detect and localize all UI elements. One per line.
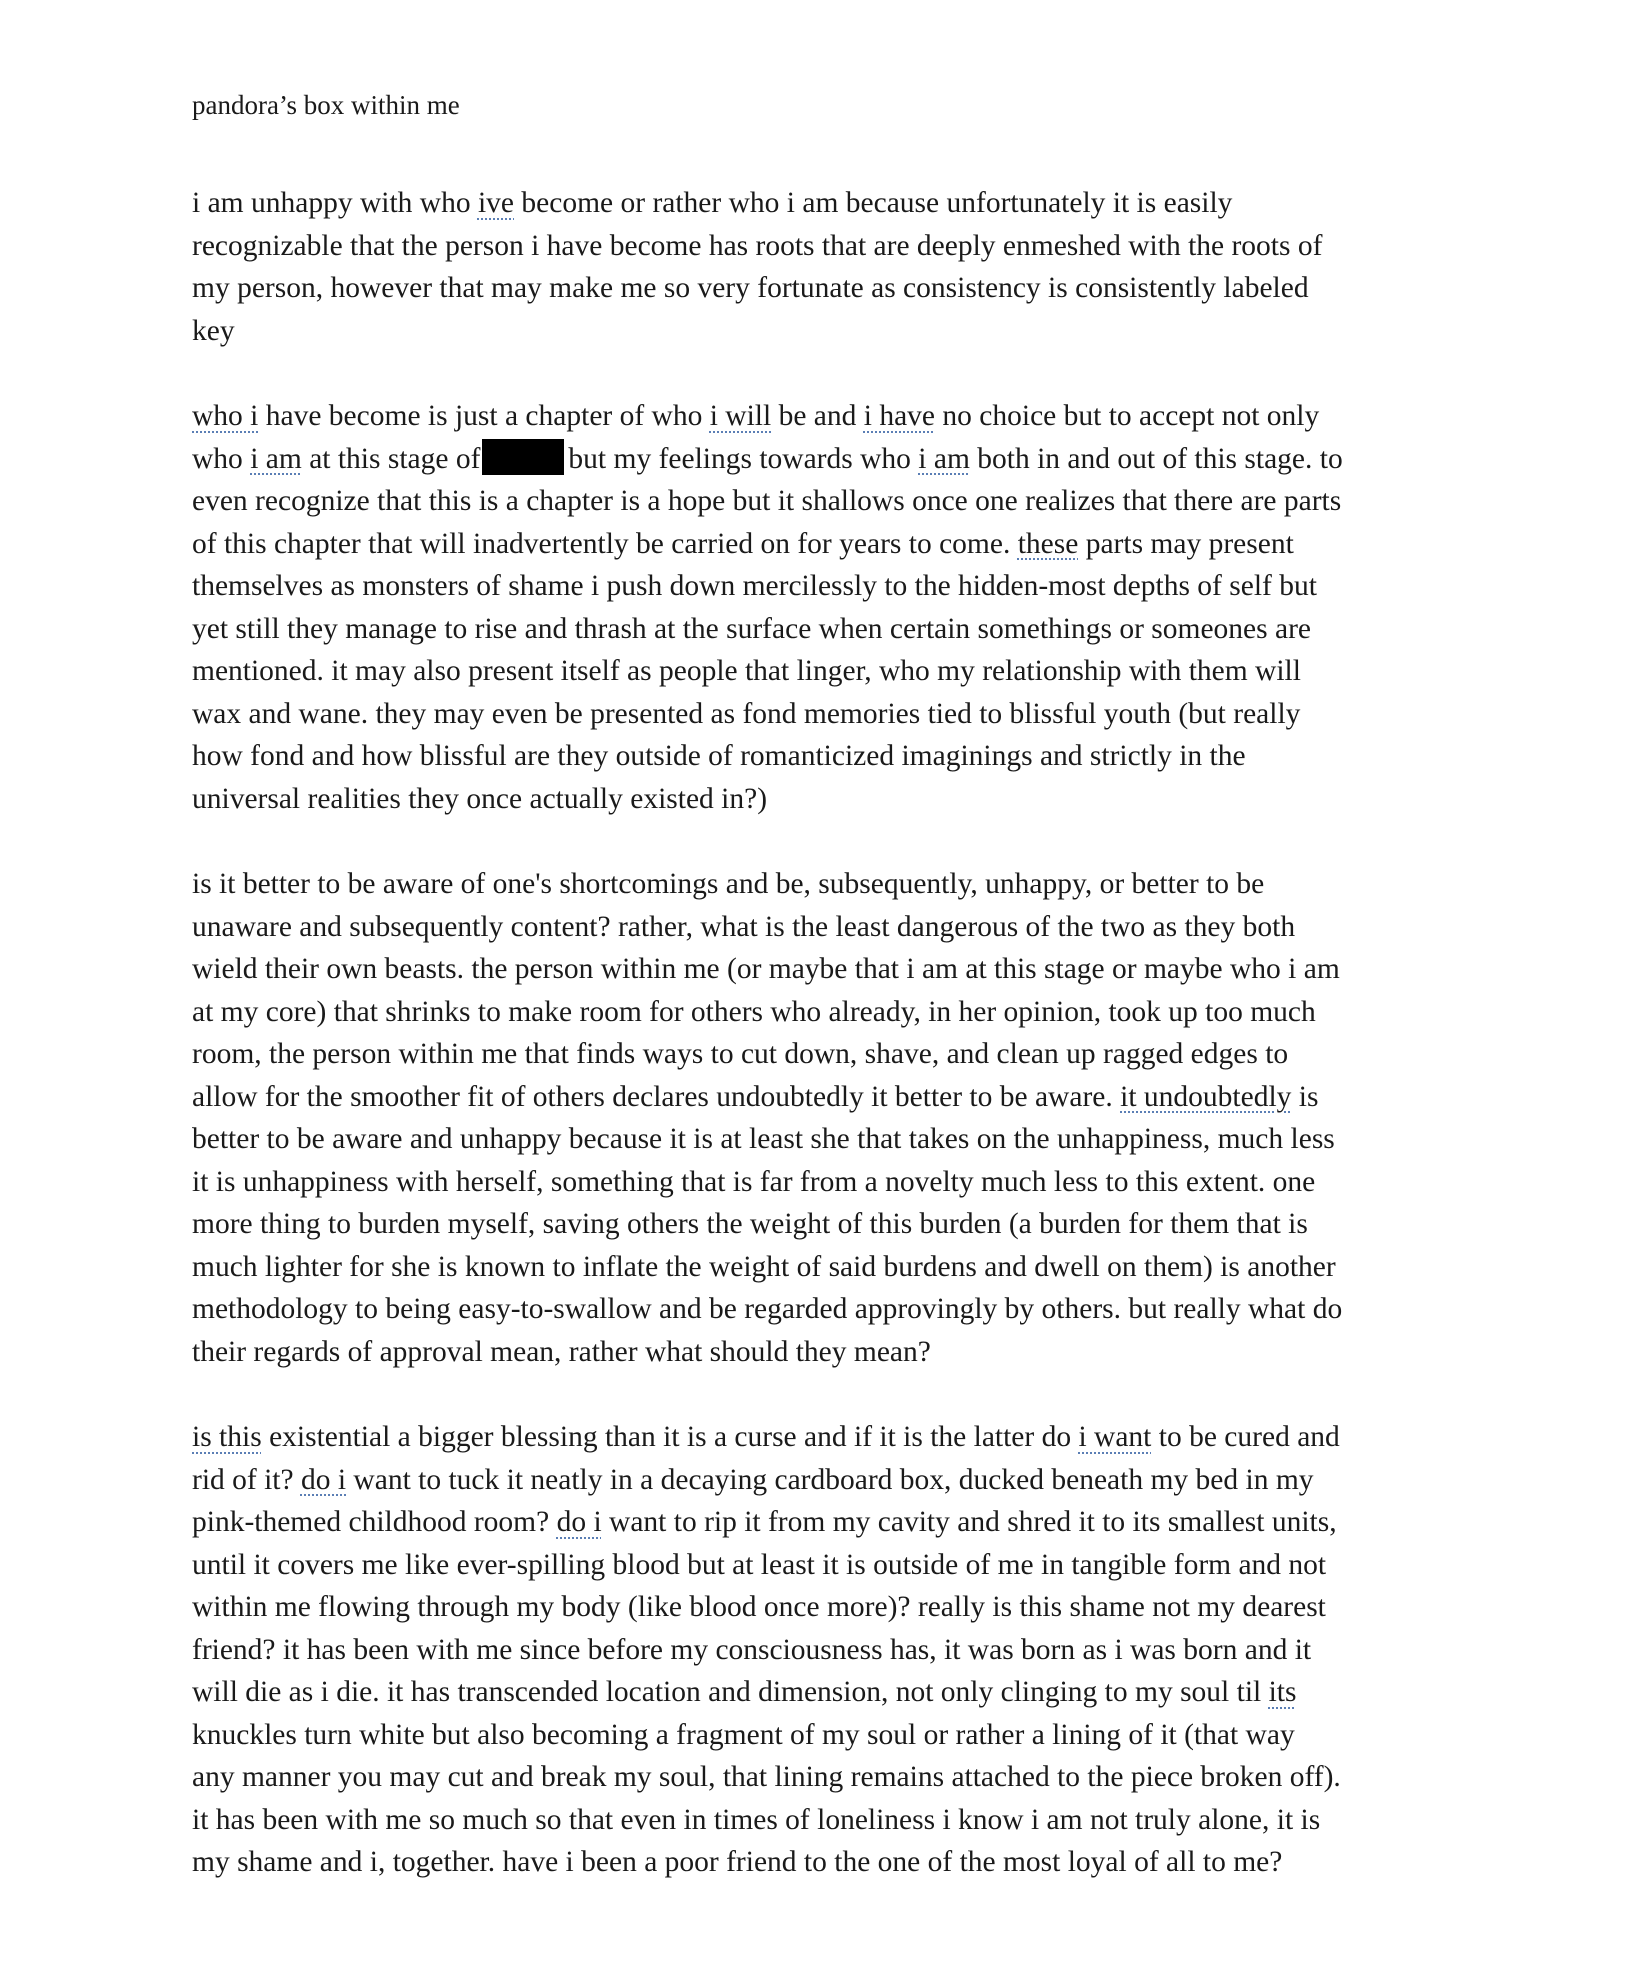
text-line: who i am at this stage of but my feelings towards who i am both in and out of this stage. to	[192, 438, 1472, 481]
text-line: room, the person within me that finds ways to cut down, shave, and clean up ragged edges to	[192, 1038, 1289, 1070]
text-line: who i have become is just a chapter of who i will be and i have no choice but to accept not only	[192, 400, 1320, 432]
text-line: their regards of approval mean, rather what should they mean?	[192, 1335, 931, 1368]
text-line: is it better to be aware of one's shortcomings and be, subsequently, unhappy, or better to be	[192, 868, 1265, 900]
text-line: at my core) that shrinks to make room for others who already, in her opinion, took up too much	[192, 995, 1316, 1028]
spellcheck-flagged-word[interactable]: its	[1268, 1676, 1297, 1708]
spellcheck-flagged-word[interactable]: i have	[863, 400, 936, 432]
spellcheck-flagged-word[interactable]: i will	[709, 400, 772, 432]
text-line: better to be aware and unhappy because it is at least she that takes on the unhappiness, much less	[192, 1123, 1335, 1155]
text-line: wield their own beasts. the person within me (or maybe that i am at this stage or maybe who i am	[192, 953, 1340, 985]
text-line: key	[192, 314, 235, 347]
text-line: of this chapter that will inadvertently be carried on for years to come. these parts may present	[192, 527, 1294, 560]
text-line: is this existential a bigger blessing than it is a curse and if it is the latter do i want to be cured and	[192, 1421, 1340, 1453]
text-line: mentioned. it may also present itself as people that linger, who my relationship with them will	[192, 655, 1301, 687]
text-line: yet still they manage to rise and thrash at the surface when certain somethings or someones are	[192, 612, 1311, 645]
text-line: universal realities they once actually existed in?)	[192, 782, 768, 815]
text-line: any manner you may cut and break my soul, that lining remains attached to the piece broken off).	[192, 1761, 1341, 1793]
document-title: pandora’s box within me	[192, 90, 460, 120]
text-line: more thing to burden myself, saving others the weight of this burden (a burden for them that is	[192, 1208, 1308, 1240]
redaction-box	[482, 439, 564, 475]
paragraph-4	[192, 1416, 1472, 1884]
paragraph-1	[192, 182, 1472, 352]
spellcheck-flagged-word[interactable]: these	[1017, 527, 1079, 560]
spellcheck-flagged-word[interactable]: who i	[192, 400, 259, 432]
spellcheck-flagged-word[interactable]: i am	[918, 442, 970, 475]
text-line: unaware and subsequently content? rather, what is the least dangerous of the two as they both	[192, 910, 1296, 943]
text-line: knuckles turn white but also becoming a fragment of my soul or rather a lining of it (that way	[192, 1718, 1295, 1751]
text-line: methodology to being easy-to-swallow and be regarded approvingly by others. but really what do	[192, 1293, 1343, 1325]
text-line: how fond and how blissful are they outside of romanticized imaginings and strictly in the	[192, 740, 1246, 772]
text-line: allow for the smoother fit of others declares undoubtedly it better to be aware. it undoubtedly is	[192, 1080, 1319, 1113]
spellcheck-flagged-word[interactable]: ive	[477, 187, 515, 219]
text-line: wax and wane. they may even be presented as fond memories tied to blissful youth (but really	[192, 697, 1301, 730]
text-line: it has been with me so much so that even in times of loneliness i know i am not truly alone, it is	[192, 1803, 1321, 1836]
text-line: it is unhappiness with herself, something that is far from a novelty much less to this extent. one	[192, 1165, 1316, 1198]
text-line: rid of it? do i want to tuck it neatly in a decaying cardboard box, ducked beneath my bed in my	[192, 1463, 1314, 1496]
document-page	[192, 84, 1472, 1884]
text-line: within me flowing through my body (like blood once more)? really is this shame not my dearest	[192, 1591, 1326, 1623]
spellcheck-flagged-word[interactable]: do i	[556, 1506, 602, 1538]
text-line: friend? it has been with me since before my consciousness has, it was born as i was born and it	[192, 1633, 1312, 1666]
spellcheck-flagged-word[interactable]: i am	[250, 442, 302, 475]
text-line: themselves as monsters of shame i push down mercilessly to the hidden-most depths of self but	[192, 570, 1317, 602]
text-line: until it covers me like ever-spilling blood but at least it is outside of me in tangible form and not	[192, 1548, 1327, 1581]
paragraph-3	[192, 863, 1472, 1373]
spellcheck-flagged-word[interactable]: is this	[192, 1421, 262, 1453]
text-line: recognizable that the person i have become has roots that are deeply enmeshed with the roots of	[192, 229, 1323, 262]
text-line: my person, however that may make me so very fortunate as consistency is consistently labeled	[192, 272, 1309, 304]
spellcheck-flagged-word[interactable]: i want	[1078, 1421, 1152, 1453]
text-line: much lighter for she is known to inflate the weight of said burdens and dwell on them) is another	[192, 1250, 1336, 1283]
paragraph-2	[192, 395, 1472, 820]
text-line: my shame and i, together. have i been a poor friend to the one of the most loyal of all to me?	[192, 1846, 1283, 1878]
spellcheck-flagged-word[interactable]: do i	[300, 1463, 347, 1496]
text-line: will die as i die. it has transcended location and dimension, not only clinging to my soul til its	[192, 1676, 1297, 1708]
text-line: even recognize that this is a chapter is a hope but it shallows once one realizes that there are parts	[192, 485, 1342, 517]
text-line: pink-themed childhood room? do i want to rip it from my cavity and shred it to its smallest units,	[192, 1506, 1337, 1538]
text-line: i am unhappy with who ive become or rather who i am because unfortunately it is easily	[192, 187, 1233, 219]
spellcheck-flagged-word[interactable]: it undoubtedly	[1120, 1080, 1292, 1113]
